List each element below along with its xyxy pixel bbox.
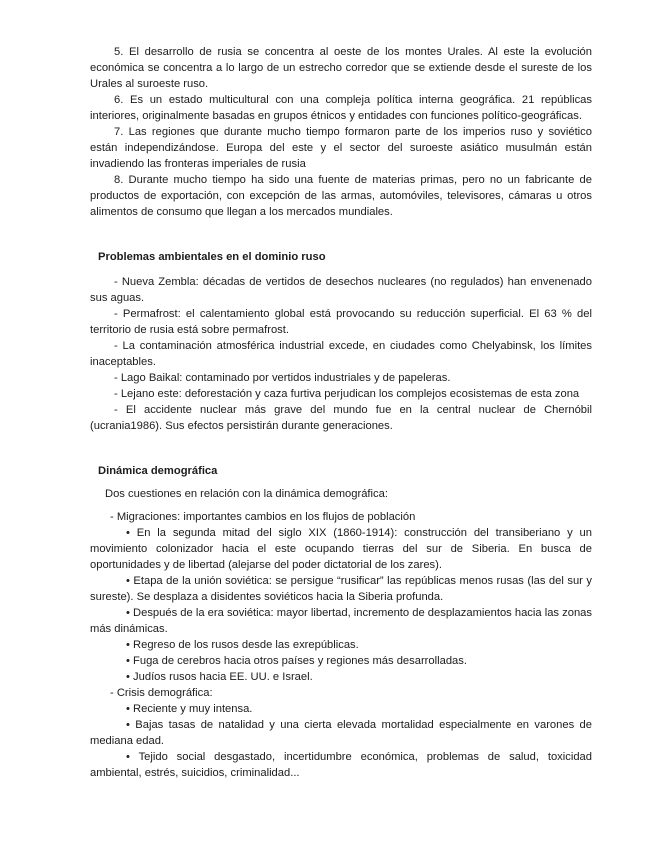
env-item-permafrost: - Permafrost: el calentamiento global está provocando su reducción superficial. El 63 % del territorio de rusia está sobre permafrost. [90, 308, 592, 336]
env-item-contaminacion: - La contaminación atmosférica industrial excede, en ciudades como Chelyabinsk, los límites inaceptables. [90, 340, 592, 368]
env-item-baikal: - Lago Baikal: contaminado por vertidos industriales y de papeleras. [114, 372, 451, 384]
migration-item-post-sovietica: • Después de la era soviética: mayor libertad, incremento de desplazamientos hacia las zonas más dinámicas. [90, 607, 592, 635]
list-item-5: 5. El desarrollo de rusia se concentra al oeste de los montes Urales. Al este la evolución económica se concentra a lo largo de un estrecho corredor que se extiende desde el sureste de los Urales al suroeste ruso. [90, 46, 592, 90]
env-item-chernobil: - El accidente nuclear más grave del mundo fue en la central nuclear de Chernóbil (ucrania1986). Sus efectos persistirán durante generaciones. [90, 404, 592, 432]
section-title-demography: Dinámica demográfica [98, 465, 218, 477]
migration-item-regreso: • Regreso de los rusos desde las exrepúblicas. [126, 639, 359, 651]
migrations-heading: - Migraciones: importantes cambios en los flujos de población [110, 511, 416, 523]
migration-item-judios: • Judíos rusos hacia EE. UU. e Israel. [126, 671, 313, 683]
crisis-item-reciente: • Reciente y muy intensa. [126, 703, 253, 715]
list-item-6: 6. Es un estado multicultural con una compleja política interna geográfica. 21 repúblicas interiores, originalmente basadas en grupos étnicos y entidades con funciones político-geográficas. [90, 94, 592, 122]
env-item-lejano-este: - Lejano este: deforestación y caza furtiva perjudican los complejos ecosistemas de esta zona [114, 388, 580, 400]
env-item-nueva-zembla: - Nueva Zembla: décadas de vertidos de desechos nucleares (no regulados) han envenenado sus aguas. [90, 276, 592, 304]
migration-item-fuga-cerebros: • Fuga de cerebros hacia otros países y regiones más desarrolladas. [126, 655, 467, 667]
crisis-heading: - Crisis demográfica: [110, 687, 213, 699]
crisis-item-natalidad: • Bajas tasas de natalidad y una cierta elevada mortalidad especialmente en varones de mediana edad. [90, 719, 592, 747]
crisis-item-tejido-social: • Tejido social desgastado, incertidumbre económica, problemas de salud, toxicidad ambiental, estrés, suicidios, criminalidad... [90, 751, 592, 779]
migration-item-siglo-xix: • En la segunda mitad del siglo XIX (1860-1914): construcción del transiberiano y un movimiento colonizador hacia el este ocupando tierras del sur de Siberia. En busca de oportunidades y de libertad (alejarse del poder dictatorial de los zares). [90, 527, 592, 571]
list-item-8: 8. Durante mucho tiempo ha sido una fuente de materias primas, pero no un fabricante de productos de exportación, con excepción de las armas, automóviles, televisores, cámaras u otros alimentos de consumo que llegan a los mercados mundiales. [90, 174, 592, 218]
demography-intro: Dos cuestiones en relación con la dinámica demográfica: [105, 488, 388, 500]
section-title-environment: Problemas ambientales en el dominio ruso [98, 251, 326, 263]
list-item-7: 7. Las regiones que durante mucho tiempo formaron parte de los imperios ruso y soviético están independizándose. Europa del este y el sector del suroeste asiático musulmán están invadiendo las fronteras imperiales de rusia [90, 126, 592, 170]
migration-item-union-sovietica: • Etapa de la unión soviética: se persigue “rusificar” las repúblicas menos rusas (las del sur y sureste). Se desplaza a disidentes soviéticos hacia la Siberia profunda. [90, 575, 592, 603]
